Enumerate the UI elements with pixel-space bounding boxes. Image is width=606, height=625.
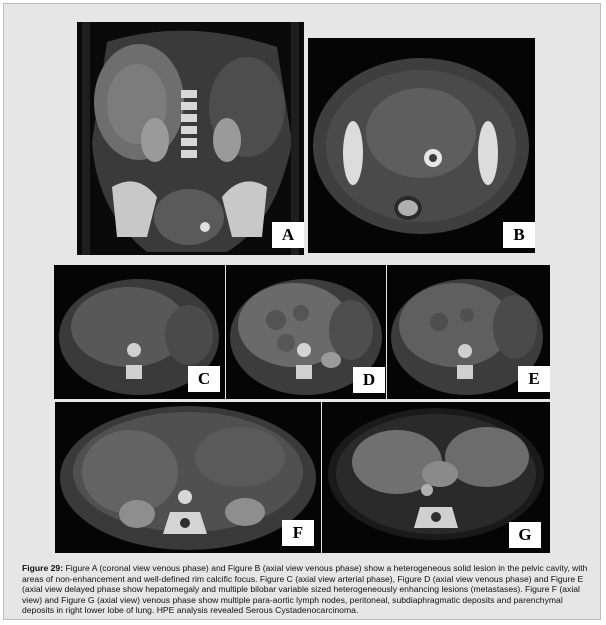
panel-label-c: C [188,366,220,392]
panel-label-f: F [282,520,314,546]
ct-panel-d [226,265,386,399]
figure-caption-text: Figure A (coronal view venous phase) and Figure B (axial view venous phase) show a heterogeneous solid lesion in the pelvic cavity, with areas of non-enhancement and well-defined rim calcific focus. Figure C (axial view arterial phase), Figure D (axial view venous phase) and Figure E (axial view delayed phase show hepatomegaly and multiple bilobar variable sized heterogeneously enhancing lesions (metastases). Figure F (axial view) and Figure G (axial view) venous phase show multiple para-aortic lymph nodes, peritoneal, subdiaphragmatic deposits and parenchymal deposits in right lower lobe of lung. HPE analysis revealed Serous Cystadenocarcinoma. [22,563,588,616]
panel-label-b: B [503,222,535,248]
ct-panel-b [308,38,535,253]
ct-image-a [77,22,304,255]
panel-label-d: D [353,367,385,393]
panel-label-g: G [509,522,541,548]
ct-image-b [308,38,535,253]
ct-panel-c [54,265,225,399]
panel-label-a: A [272,222,304,248]
ct-panel-e [387,265,550,399]
figure-caption [22,563,588,616]
panel-label-e: E [518,366,550,392]
ct-panel-f [55,402,321,553]
figure-caption-label: Figure 29: [22,563,64,573]
ct-panel-g [322,402,550,553]
ct-panel-a [77,22,304,255]
